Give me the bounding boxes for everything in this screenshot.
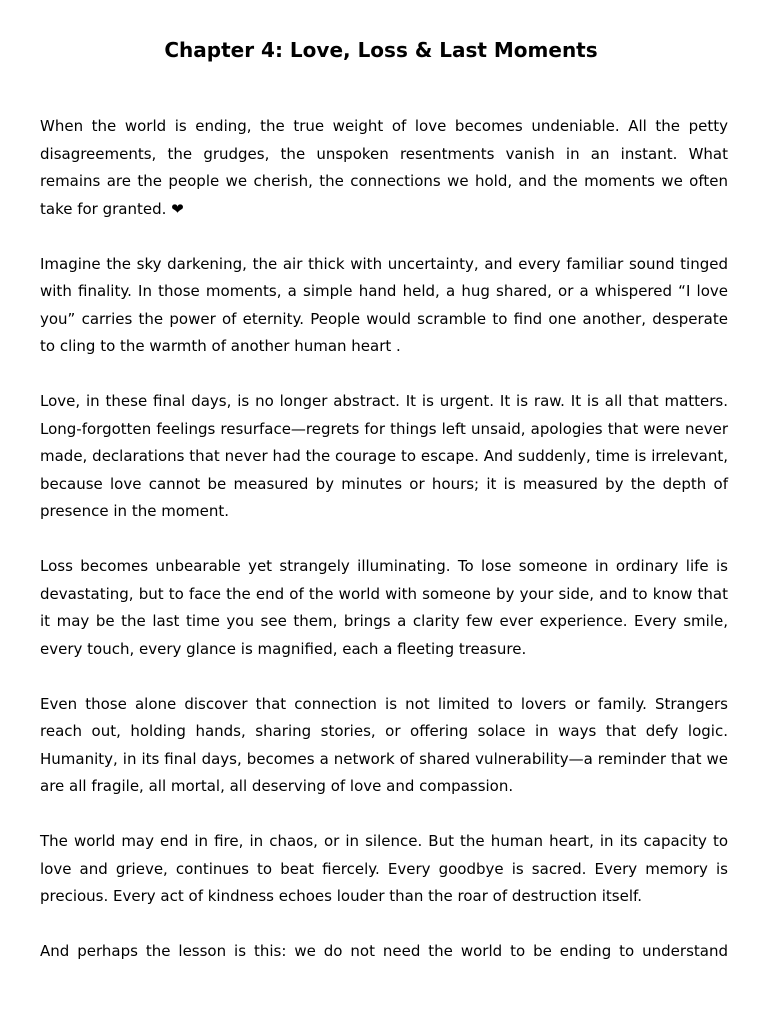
paragraph-4: Loss becomes unbearable yet strangely illuminating. To lose someone in ordinary life is devastating, but to face the end of the world with someone by your side, and to know that it may be the last time you see them, brings a clarity few ever experience. Every smile, every touch, every glance is magnified, each a fleeting treasure.	[40, 557, 728, 658]
chapter-body	[40, 113, 728, 993]
paragraph-1: When the world is ending, the true weight of love becomes undeniable. All the petty disagreements, the grudges, the unspoken resentments vanish in an instant. What remains are the people we cherish, the connections we hold, and the moments we often take for granted. ❤	[40, 117, 728, 218]
paragraph-2: Imagine the sky darkening, the air thick with uncertainty, and every familiar sound tinged with finality. In those moments, a simple hand held, a hug shared, or a whispered “I love you” carries the power of eternity. People would scramble to find one another, desperate to cling to the warmth of another human heart .	[40, 254, 728, 355]
paragraph-3: Love, in these final days, is no longer abstract. It is urgent. It is raw. It is all that matters. Long-forgotten feelings resurface—regrets for things left unsaid, apologies that were never made, declarations that never had the courage to escape. And suddenly, time is irrelevant, because love cannot be measured by minutes or hours; it is measured by the depth of presence in the moment.	[40, 392, 728, 520]
chapter-title: Chapter 4: Love, Loss & Last Moments	[164, 38, 598, 62]
paragraph-6: The world may end in fire, in chaos, or in silence. But the human heart, in its capacity to love and grieve, continues to beat fiercely. Every goodbye is sacred. Every memory is precious. Every act of kindness echoes louder than the roar of destruction itself.	[40, 832, 728, 905]
paragraph-5: Even those alone discover that connection is not limited to lovers or family. Strangers reach out, holding hands, sharing stories, or offering solace in ways that defy logic. Humanity, in its final days, becomes a network of shared vulnerability—a reminder that we are all fragile, all mortal, all deserving of love and compassion.	[40, 694, 728, 795]
paragraph-7: And perhaps the lesson is this: we do not need the world to be ending to understand	[40, 942, 728, 960]
